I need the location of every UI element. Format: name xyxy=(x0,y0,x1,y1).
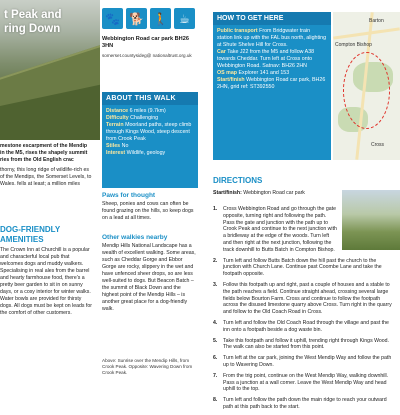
start-label: Start/finish: xyxy=(213,190,242,196)
direction-step: 7. From the trig point, continue on the West Mendip Way, walking downhill. Pass a junction at a wall corner. Leave the West Mendip Way and head uphill to the top. xyxy=(213,372,389,393)
page-title xyxy=(4,8,100,36)
paws-heading: Paws for thought xyxy=(102,192,156,199)
paw-icon: 🐾 xyxy=(102,8,123,29)
title-line-2: ring Down xyxy=(4,23,61,35)
how-to-get-here-box xyxy=(213,12,331,160)
about-row: Distance 6 miles (9.7km) xyxy=(106,108,166,114)
directions-start xyxy=(213,190,333,197)
direction-step: 8. Turn left and follow the path down the main ridge to reach your outward path at this path back to the start. xyxy=(213,397,387,410)
intro-text xyxy=(0,143,92,191)
intro-body: thorny, this long ridge of wildlife-rich es of the Mendips, the Somerset Levels, to Wales. fells at least; a million miles xyxy=(0,167,92,187)
start-info xyxy=(102,36,198,88)
amenities-text: The Crown Inn at Churchill is a popular and characterful local pub that welcomes dogs and muddy walkers. Specialising in real ales from the barrel and hearty farmhouse food, there's a pretty beer garden to sit in on sunny days, or a cosy interior for winter walks. Water bowls are provided for thirsty dogs. All dogs must be kept on leads for the comfort of other customers. xyxy=(0,247,92,316)
map-label: Barton xyxy=(369,18,384,24)
about-walk-box xyxy=(102,92,198,188)
map-label: Compton Bishop xyxy=(335,42,372,48)
dog-icon: 🐕 xyxy=(126,8,147,29)
route-map xyxy=(333,12,400,160)
direction-step: 5. Take this footpath and follow it uphill, trending right through Kings Wood. The walk can also be started from this point. xyxy=(213,337,390,351)
start-value: Webbington Road car park xyxy=(243,190,305,196)
howto-row: OS map Explorer 141 and 153 xyxy=(217,70,290,76)
about-row: Difficulty Challenging xyxy=(106,115,159,121)
direction-step: 3. Follow this footpath up and right, past a couple of houses and a stable to the path reaches a field. Continue straight ahead, crossing several large fields below Bourton Farm. Cross and continue to follow the footpath across the disused limestone quarry above Cross. Turn right in the quarry and follow to the Old Coach Road in Cross. xyxy=(213,281,392,316)
direction-step: 6. Turn left at the car park, joining the West Mendip Way and follow the path up to Wavering Down. xyxy=(213,355,392,368)
walkies-text: Mendip Hills National Landscape has a wealth of excellent walking. Some areas, such as Cheddar Gorge and Ebbor Gorge are rocky, slippery in the wet and have unfenced sheer drops, so are less well-suited to dogs. But Beacon Batch – the summit of Black Down and the highest point of the Mendip Hills – is another great place for a dog-friendly walk. xyxy=(102,243,196,312)
walker-icon: 🚶 xyxy=(150,8,171,29)
direction-step: 2. Turn left and follow Butts Batch down the hill past the church to the junction with Church Lane. Continue past Coombe Lane and take the footpath opposite. xyxy=(213,257,382,278)
about-heading: ABOUT THIS WALK xyxy=(102,92,198,105)
direction-step: 4. Turn left and follow the Old Coach Road through the village and past the inn onto a footpath beside a dog waste bin. xyxy=(213,319,389,333)
about-row: Interest Wildlife, geology xyxy=(106,150,166,156)
map-road xyxy=(333,27,400,39)
cafe-icon: ☕ xyxy=(174,8,195,29)
map-route xyxy=(343,52,390,129)
howto-row: Start/finish Webbington Road car park, BH26 2HN, grid ref: ST392550 xyxy=(217,77,326,90)
about-row: Terrain Moorland paths, steep climb through Kings Wood, steep descent from Crook Peak xyxy=(106,122,192,142)
directions-steps xyxy=(213,206,393,415)
intro-bold: mestone escarpment of the Mendip in the M5, rises the shapely summit ries from the Old English crac xyxy=(0,143,88,163)
photo-caption: Above: Sunrise over the Mendip Hills, from Crook Peak. Opposite: Wavering Down from Crook Peak. xyxy=(102,358,193,375)
start-location: Webbington Road car park BH26 3HN xyxy=(102,36,189,49)
walkies-heading: Other walkies nearby xyxy=(102,234,168,241)
contact-email[interactable]: somerset.countysideg@ nationaltrust.org.uk xyxy=(102,53,192,58)
howto-heading: HOW TO GET HERE xyxy=(213,12,331,25)
direction-step: 1. Cross Webbington Road and go through the gate opposite, turning right and following the path. Pass the gate and junction with the path up to Crook Peak and continue to the next junction with a bridleway at the edge of the woods. Turn left and then right at the next junction, following the track downhill to Butts Batch in Compton Bishop. xyxy=(213,206,337,253)
about-row: Stiles No xyxy=(106,143,129,149)
map-label: Cross xyxy=(371,142,385,148)
title-line-1: t Peak and xyxy=(4,9,62,21)
paws-text: Sheep, ponies and cows can often be found grazing on the hills, so keep dogs on a lead at all times. xyxy=(102,201,194,221)
amenities-heading: DOG-FRIENDLY AMENITIES xyxy=(0,225,61,244)
directions-heading: DIRECTIONS xyxy=(213,176,263,185)
howto-row: Public transport From Bridgwater train station link up with the FAL bus north, alighting at Shute Shelve Hill for Cross. xyxy=(217,28,327,48)
howto-row: Car Take J22 from the M5 and follow A38 towards Cheddar. Turn left at Cross onto Webbington Road. Satnav: BH26 2HN xyxy=(217,49,315,69)
feature-icons xyxy=(102,8,198,30)
